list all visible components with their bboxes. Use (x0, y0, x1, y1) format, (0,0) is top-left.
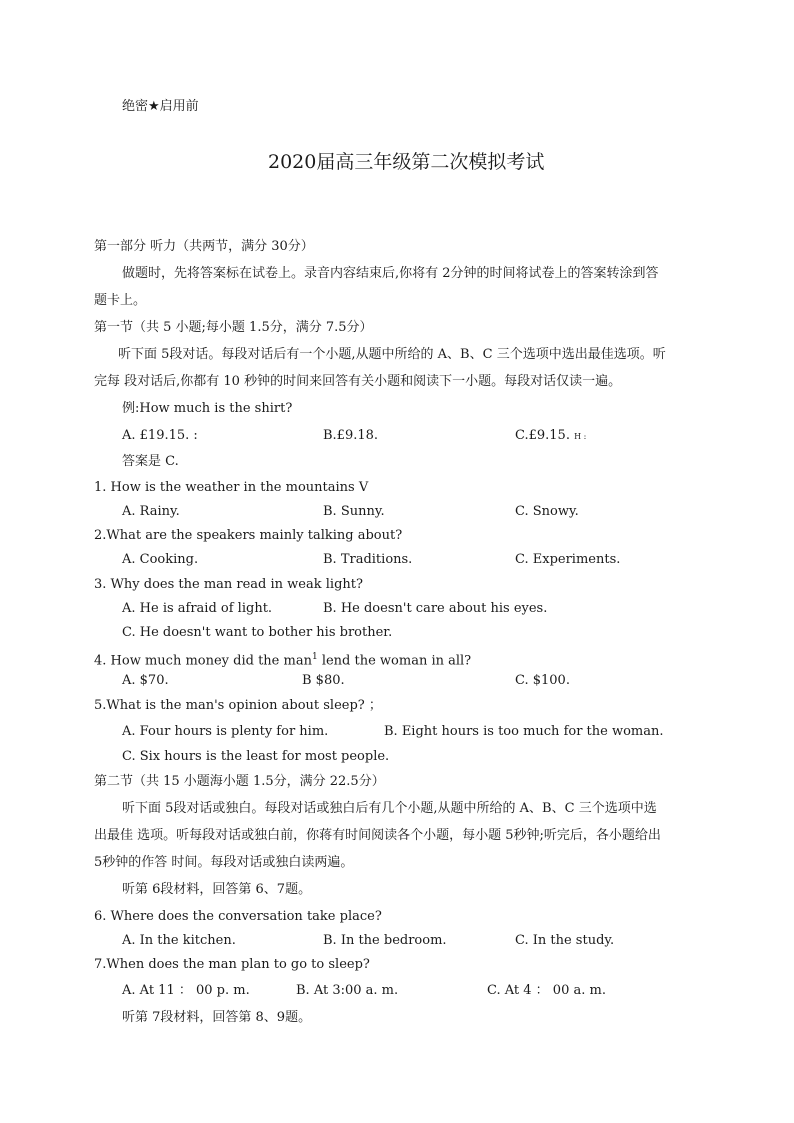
example-option-c-mark: H : (574, 432, 587, 441)
q1-option-b: B. Sunny. (323, 504, 385, 519)
question-1: 1. How is the weather in the mountains V (94, 480, 369, 495)
example-question: 例:How much is the shirt? (122, 401, 293, 416)
section2-instruction-line3: 5秒钟的作答 时间。每段对话或独白读两遍。 (94, 855, 354, 870)
q5-option-b: B. Eight hours is too much for the woman. (384, 724, 664, 739)
example-option-c (515, 427, 586, 446)
section2-instruction-line1: 听下面 5段对话或独白。每段对话或独白后有几个小题,从题中所给的 A、B、C 三个选项中选 (122, 801, 657, 816)
q1-option-a: A. Rainy. (122, 504, 180, 519)
q6-option-a: A. In the kitchen. (122, 933, 236, 948)
q4-option-c: C. $100. (515, 673, 570, 688)
question-7: 7.When does the man plan to go to sleep? (94, 957, 370, 972)
q3-option-c: C. He doesn't want to bother his brother. (122, 625, 393, 640)
q4-option-a: A. $70. (122, 673, 169, 688)
q6-option-c: C. In the study. (515, 933, 615, 948)
q2-option-c: C. Experiments. (515, 552, 621, 567)
example-option-b: B.£9.18. (323, 428, 379, 443)
example-option-a: A. £19.15. : (122, 428, 198, 443)
question-5: 5.What is the man's opinion about sleep? ； (94, 698, 382, 713)
exam-title: 2020届高三年级第二次模拟考试 (268, 151, 545, 173)
section1-heading: 第一节（共 5 小题;每小题 1.5分，满分 7.5分） (94, 320, 373, 335)
q7-option-c: C. At 4 ： 00 a. m. (487, 983, 606, 998)
q1-option-c: C. Snowy. (515, 504, 579, 519)
material-6-heading: 听第 6段材料，回答第 6、7题。 (122, 882, 312, 897)
q4-superscript: 1 (311, 652, 318, 662)
material-7-heading: 听第 7段材料，回答第 8、9题。 (122, 1010, 312, 1025)
question-4 (94, 648, 471, 670)
q6-option-b: B. In the bedroom. (323, 933, 447, 948)
q3-option-b: B. He doesn't care about his eyes. (323, 601, 548, 616)
q2-option-b: B. Traditions. (323, 552, 413, 567)
q4-text-end: lend the woman in all? (317, 653, 472, 669)
part1-heading: 第一部分 听力（共两节，满分 30分） (94, 239, 314, 254)
q2-option-a: A. Cooking. (122, 552, 199, 567)
question-2: 2.What are the speakers mainly talking about? (94, 528, 403, 543)
section1-instruction-line2: 完每 段对话后,你都有 10 秒钟的时间来回答有关小题和阅读下一小题。每段对话仅读一遍。 (94, 374, 622, 389)
q3-option-a: A. He is afraid of light. (122, 601, 273, 616)
section1-instruction-line1: 听下面 5段对话。每段对话后有一个小题,从题中所给的 A、B、C 三个选项中选出最佳选项。听 (118, 347, 666, 362)
q7-option-b: B. At 3:00 a. m. (296, 983, 399, 998)
part1-instruction-line1: 做题时，先将答案标在试卷上。录音内容结束后,你将有 2分钟的时间将试卷上的答案转涂到答 (122, 266, 659, 281)
question-3: 3. Why does the man read in weak light? (94, 577, 363, 592)
q4-option-b: B $80. (302, 673, 345, 688)
example-option-c-text: C.£9.15. (515, 428, 570, 443)
q5-option-a: A. Four hours is plenty for him. (122, 724, 329, 739)
confidential-label: 绝密★启用前 (122, 99, 199, 114)
example-answer: 答案是 C. (122, 454, 179, 469)
q5-option-c: C. Six hours is the least for most people. (122, 749, 390, 764)
section2-instruction-line2: 出最佳 选项。听每段对话或独白前，你蒋有时间阅读各个小题，每小题 5秒钟;听完后，各小题给出 (94, 828, 661, 843)
section2-heading: 第二节（共 15 小题海小题 1.5分，满分 22.5分） (94, 774, 385, 789)
part1-instruction-line2: 题卡上。 (94, 293, 147, 308)
q4-text-start: 4. How much money did the man (94, 653, 312, 669)
question-6: 6. Where does the conversation take place? (94, 909, 382, 924)
q7-option-a: A. At 11 ： 00 p. m. (122, 983, 250, 998)
